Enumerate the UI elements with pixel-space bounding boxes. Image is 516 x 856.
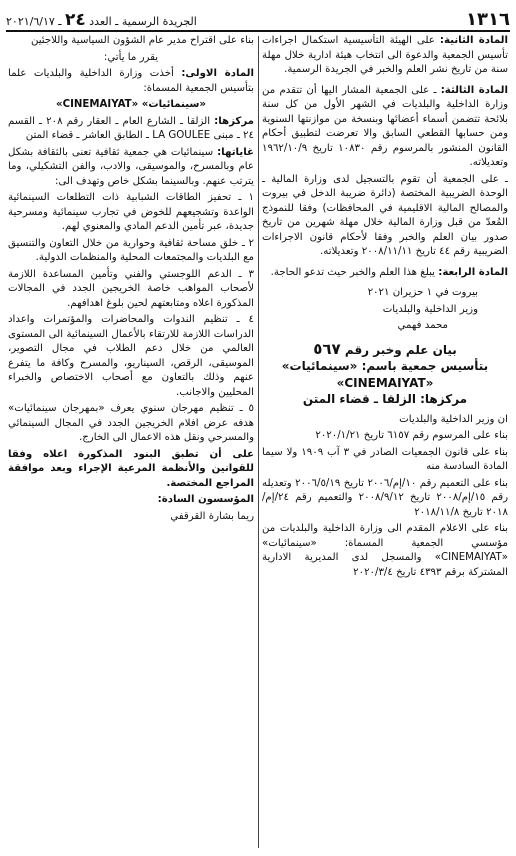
article-1 — [8, 67, 254, 96]
headquarters — [8, 115, 254, 144]
article-3-heading: المادة الثالثة: — [440, 84, 508, 96]
issue-number: ٢٤ — [65, 10, 86, 30]
aim-4: ٤ ـ تنظيم الندوات والمحاضرات والمؤتمرات واعداد الدراسات اللازمة للارتقاء بالأعمال السينمائية الى المستوى العالمي من خلال دعم الطلاب في مجال التصوير، الموسيقى، الرقص، السيناريو، والمسرح وكافة ما يتفرع عنهم وذلك بالتعاون مع أصحاب الاختصاص والخبراء المحليين والاجانب. — [8, 314, 254, 398]
article-1-heading: المادة الاولى: — [181, 68, 254, 79]
aims-text: سينمائيات هي جمعية ثقافية تعنى بالثقافة بشكل عام وبالمسرح، والموسيقى، والادب، والفن التشكيلي، وما يترتب عنهم. وبالسينما بشكل خاص وتهدف الى: — [8, 146, 254, 187]
legal-basis-3: بناء على التعميم رقم ١٠/إم/٢٠٠٦ تاريخ ٢٠٠٦/٥/١٩ وتعديله رقم ١٥/إم/٢٠٠٨ تاريخ ٢٠٠٨/٩/١٢ والتعميم رقم ٢٤/إم/٢٠١٨ تاريخ ٢٠١٨/١١/٨ — [262, 477, 508, 518]
aims — [8, 146, 254, 190]
aim-5: ٥ ـ تنظيم مهرجان سنوي يعرف «بمهرجان سينمائيات» هدفه عرض افلام الخريجين الجدد في المجال السينمائي والمسرحي ونقل هذه الاعمال الى الخارج. — [8, 403, 254, 443]
notice-subject: بتأسيس جمعية باسم: «سينمائيات» — [281, 359, 489, 373]
condition-clause: على أن تطبق البنود المذكورة اعلاه وفقا للقوانين والأنظمة المرعية الإجراء وبعد موافقة المراجع المختصة. — [8, 448, 254, 489]
signature-name: محمد فهمي — [397, 320, 448, 331]
minister-intro: ان وزير الداخلية والبلديات — [399, 413, 508, 425]
aim-1: ١ ـ تحفيز الطاقات الشبابية ذات التطلعات السينمائية الواعدة وتشجيعهم للخوض في تجارب سينمائية ومسرحية جديدة، عبر تأمين الدعم المادي والمعنوي لهم. — [8, 192, 254, 232]
aim-2: ٢ ـ خلق مساحة ثقافية وحوارية من خلال التعاون والتنسيق مع البلديات والمجتمعات المحلية والمنظمات الدولية. — [8, 237, 254, 263]
aims-heading: غاياتها: — [217, 146, 254, 158]
notice-title — [262, 339, 508, 358]
gazette-name: الجريدة الرسمية ـ العدد — [89, 15, 197, 28]
issue-date: ـ ٢٠٢١/٦/١٧ — [6, 15, 62, 28]
association-name: «سينمائيات» «CINEMAIYAT» — [56, 99, 206, 110]
right-column — [262, 34, 508, 850]
column-divider — [258, 36, 259, 848]
left-column — [8, 34, 254, 850]
article-1-text: أخذت وزارة الداخلية والبلديات علما بتأسيس الجمعية المسماة: — [8, 68, 254, 94]
article-4-heading: المادة الرابعة: — [438, 266, 508, 278]
signature-date: بيروت في ١ حزيران ٢٠٢١ — [367, 287, 478, 298]
legal-basis-4: بناء على الاعلام المقدم الى وزارة الداخلية والبلديات من مؤسسي الجمعية المسماة: «سينمائيات» «CINEMAIYAT» والمسجل لدى المديرية الادارية المشتركة برقم ٤٣٩٣ تاريخ ٢٠٢٠/٣/٤ — [262, 523, 508, 578]
gazette-title — [6, 10, 197, 30]
article-2-heading: المادة الثانية: — [439, 35, 508, 46]
article-2 — [262, 34, 508, 78]
notice-number: ٥٦٧ — [313, 339, 341, 358]
founders-heading: المؤسسون السادة: — [157, 494, 254, 505]
notice-title-prefix: بيان علم وخبر رقم — [344, 342, 457, 357]
legal-basis-2: بناء على قانون الجمعيات الصادر في ٣ آب ١٩٠٩ ولا سيما المادة السادسة منه — [262, 446, 508, 472]
headquarters-heading: مركزها: — [214, 115, 254, 127]
decides-heading: يقرر ما يأتي: — [103, 51, 159, 63]
headquarters-text: الزلقا ـ الشارع العام ـ العقار رقم ٢٠٨ ـ القسم ٢٤ ـ مبنى LA GOULEE ـ الطابق العاشر ـ قضاء المتن — [8, 115, 254, 141]
page-header — [6, 8, 510, 32]
article-4 — [262, 266, 508, 281]
notice-latin-name: «CINEMAIYAT» — [336, 375, 434, 390]
article-3-tax-paragraph: ـ على الجمعية أن تقوم بالتسجيل لدى وزارة المالية ـ الوحدة الضريبية المختصة (دائرة ضريبة الدخل في بيروت والمصالح المالية الاقليمية في المحافظات) وفقا للنموذج المُعدّ من قبل وزارة المالية خلال مهلة شهرين من تاريخ صدور بيان العلم والخبر وفقا لأحكام قانون الاجراءات الضريبية رقم ٤٤ تاريخ ٢٠٠٨/١١/١١ وتعديلاته. — [262, 173, 508, 257]
article-4-text: يبلغ هذا العلم والخبر حيث تدعو الحاجة. — [270, 266, 435, 278]
article-3-text: ـ على الجمعية المشار اليها أن تتقدم من وزارة الداخلية والبلديات في الشهر الأول من كل سنة بلائحة تتضمن أسماء أعضائها وبنسخة من موازنتها السنوية ومن حسابها القطعي السابق والا تعرضت لتطبيق أحكام القانون المنشور بالمرسوم رقم ١٠٨٣٠ تاريخ ١٩٦٢/١٠/٩ وتعديلاته. — [262, 84, 508, 168]
article-2-text: على الهيئة التأسيسية استكمال اجراءات تأسيس الجمعية والدعوة الى انتخاب هيئة ادارية خلال مهلة سنة من تاريخ نشر العلم والخبر في الجريدة الرسمية. — [262, 35, 508, 75]
founder-1: ريما بشارة القرقفي — [170, 510, 254, 522]
legal-basis-1: بناء على المرسوم رقم ٦١٥٧ تاريخ ٢٠٢٠/١/٢١ — [315, 430, 508, 441]
article-3 — [262, 84, 508, 171]
signature-title: وزير الداخلية والبلديات — [382, 303, 478, 315]
aim-3: ٣ ـ الدعم اللوجستي والفني وتأمين المساعدة اللازمة لأصحاب المواهب خاصة الخريجين الجدد في المجالات المذكورة اعلاه ومتابعتهم لحين بلوغ اهدافهم. — [8, 268, 254, 309]
legal-basis-5: بناء على اقتراح مدير عام الشؤون السياسية واللاجئين — [30, 35, 254, 46]
page-number: ١٣١٦ — [466, 9, 510, 30]
notice-location: مركزها: الزلقا ـ قضاء المتن — [302, 392, 468, 406]
